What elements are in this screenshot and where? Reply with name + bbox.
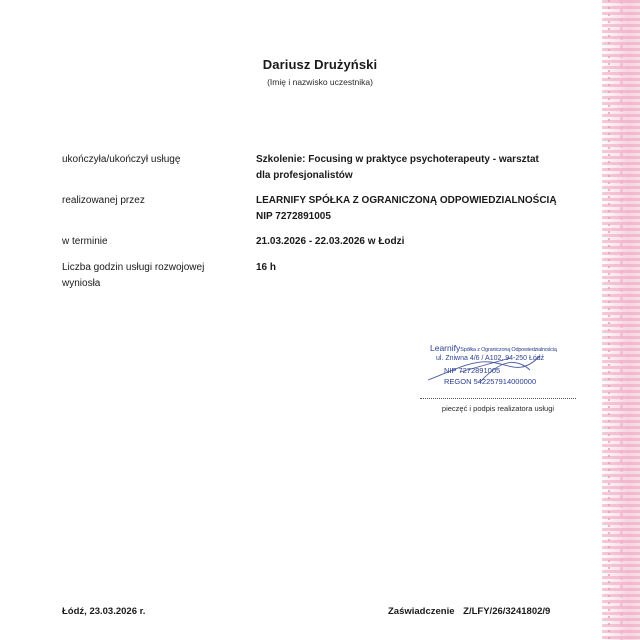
stamp-line-3: NIP 7272891005 bbox=[444, 366, 501, 375]
detail-value bbox=[256, 193, 586, 225]
service-hours: 16 h bbox=[256, 262, 277, 273]
detail-label: realizowanej przez bbox=[62, 195, 145, 206]
detail-value bbox=[256, 152, 586, 184]
stamp-line-4: REGON 542257914000000 bbox=[444, 377, 537, 386]
signature-caption: pieczęć i podpis realizatora usługi bbox=[441, 404, 555, 413]
stamp-line-2: ul. Zniwna 4/6 / A102, 94-250 Łódź bbox=[436, 355, 545, 362]
detail-label: ukończyła/ukończył usługę bbox=[62, 154, 181, 165]
certificate-label: Zaświadczenie bbox=[388, 606, 455, 617]
service-dates: 21.03.2026 - 22.03.2026 w Łodzi bbox=[256, 236, 405, 247]
signature-line bbox=[420, 398, 576, 399]
participant-name: Dariusz Drużyński bbox=[262, 57, 378, 72]
participant-name-caption: (Imię i nazwisko uczestnika) bbox=[267, 77, 373, 87]
provider-name: LEARNIFY SPÓŁKA Z OGRANICZONĄ ODPOWIEDZIALNOŚCIĄ bbox=[256, 195, 557, 206]
detail-label: Liczba godzin usługi rozwojowej wyniosła bbox=[62, 262, 205, 289]
service-title-line-2: dla profesjonalistów bbox=[256, 170, 353, 181]
decorative-border bbox=[602, 0, 640, 640]
detail-label: w terminie bbox=[62, 236, 108, 247]
provider-stamp bbox=[420, 342, 570, 392]
detail-value bbox=[256, 260, 586, 276]
certificate-id: Z/LFY/26/3241802/9 bbox=[463, 606, 551, 617]
stamp-line-1: LearnifySpółka z Ograniczoną Odpowiedzialnością bbox=[430, 343, 557, 353]
service-title-line-1: Szkolenie: Focusing w praktyce psychoterapeuty - warsztat bbox=[256, 154, 539, 165]
certificate-number bbox=[388, 606, 550, 617]
detail-value bbox=[256, 234, 586, 250]
place-and-date: Łódź, 23.03.2026 r. bbox=[62, 606, 146, 617]
provider-nip: NIP 7272891005 bbox=[256, 211, 331, 222]
